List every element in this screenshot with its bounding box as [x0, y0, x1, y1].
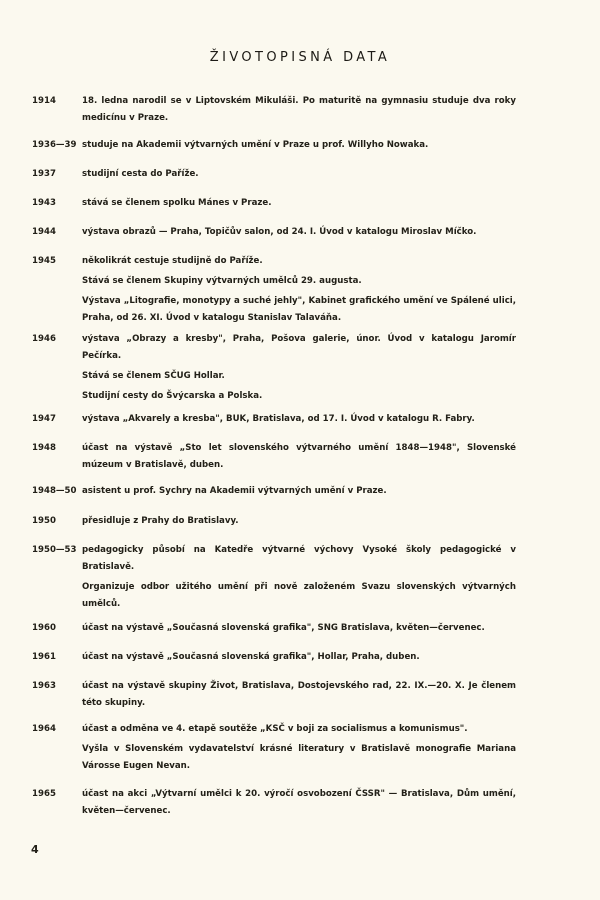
- entry-text: [82, 195, 516, 212]
- entry-paragraph: přesidluje z Prahy do Bratislavy.: [82, 516, 239, 526]
- entry-paragraph: Stává se členem Skupiny výtvarných umělců 29. augusta.: [82, 276, 362, 286]
- entry-text: [82, 620, 516, 637]
- entry-paragraph: účast na výstavě „Současná slovenská grafika", SNG Bratislava, květen—červenec.: [82, 623, 485, 633]
- entry-paragraph: výstava „Obrazy a kresby", Praha, Pošova galerie, únor. Úvod v katalogu Jaromír Pečírka.: [82, 334, 516, 361]
- entry-year: 1965: [32, 789, 56, 799]
- entry-year: 1961: [32, 652, 56, 662]
- entry-text: [82, 542, 516, 613]
- entry-year: 1963: [32, 681, 56, 691]
- timeline-entry: [32, 483, 516, 500]
- timeline-entry: [32, 440, 516, 474]
- entry-year: 1936—39: [32, 140, 77, 150]
- entry-paragraph: Studijní cesty do Švýcarska a Polska.: [82, 391, 263, 401]
- entry-year: 1950—53: [32, 545, 77, 555]
- entry-text: [82, 224, 516, 241]
- entry-text: [82, 678, 516, 712]
- timeline-entry: [32, 331, 516, 405]
- entry-year: 1948—50: [32, 486, 77, 496]
- entry-year: 1914: [32, 96, 56, 106]
- entry-year: 1937: [32, 169, 56, 179]
- entry-year: 1943: [32, 198, 56, 208]
- timeline-entry: [32, 786, 516, 820]
- timeline-entry: [32, 253, 516, 327]
- timeline-entry: [32, 678, 516, 712]
- entry-paragraph: výstava „Akvarely a kresba", BUK, Bratislava, od 17. I. Úvod v katalogu R. Fabry.: [82, 414, 475, 424]
- entry-year: 1948: [32, 443, 56, 453]
- timeline-entry: [32, 411, 516, 428]
- entry-text: [82, 721, 516, 775]
- entry-year: 1964: [32, 724, 56, 734]
- entry-paragraph: účast a odměna ve 4. etapě soutěže „KSČ v boji za socialismus a komunismus".: [82, 724, 468, 734]
- timeline-entry: [32, 513, 516, 530]
- page-number: 4: [31, 843, 39, 856]
- timeline-entry: [32, 542, 516, 613]
- entry-year: 1947: [32, 414, 56, 424]
- entry-paragraph: Organizuje odbor užitého umění při nově založeném Svazu slovenských výtvarných umělců.: [82, 582, 516, 609]
- timeline-entry: [32, 137, 516, 154]
- timeline-entry: [32, 649, 516, 666]
- entry-year: 1945: [32, 256, 56, 266]
- entry-text: [82, 649, 516, 666]
- entry-paragraph: Vyšla v Slovenském vydavatelství krásné literatury v Bratislavě monografie Mariana Városse Eugen Nevan.: [82, 744, 516, 771]
- entry-text: [82, 440, 516, 474]
- entry-paragraph: studuje na Akademii výtvarných umění v Praze u prof. Willyho Nowaka.: [82, 140, 429, 150]
- entry-paragraph: účast na akci „Výtvarní umělci k 20. výročí osvobození ČSSR" — Bratislava, Dům umění, květen—červenec.: [82, 789, 516, 816]
- entry-year: 1960: [32, 623, 56, 633]
- timeline-entry: [32, 195, 516, 212]
- timeline-entry: [32, 166, 516, 183]
- entry-text: [82, 137, 516, 154]
- timeline-entry: [32, 620, 516, 637]
- timeline-entry: [32, 93, 516, 127]
- entry-paragraph: Výstava „Litografie, monotypy a suché jehly", Kabinet grafického umění ve Spálené ulici, Praha, od 26. XI. Úvod v katalogu Stanislav Talaváňa.: [82, 296, 516, 323]
- entry-paragraph: asistent u prof. Sychry na Akademii výtvarných umění v Praze.: [82, 486, 387, 496]
- entry-paragraph: výstava obrazů — Praha, Topičův salon, od 24. I. Úvod v katalogu Miroslav Míčko.: [82, 227, 477, 237]
- entry-text: [82, 513, 516, 530]
- entry-paragraph: stává se členem spolku Mánes v Praze.: [82, 198, 272, 208]
- entry-text: [82, 253, 516, 327]
- entry-text: [82, 331, 516, 405]
- page-title: ŽIVOTOPISNÁ DATA: [209, 50, 391, 65]
- entry-paragraph: pedagogicky působí na Katedře výtvarné výchovy Vysoké školy pedagogické v Bratislavě.: [82, 545, 516, 572]
- entry-text: [82, 786, 516, 820]
- entry-paragraph: účast na výstavě „Současná slovenská grafika", Hollar, Praha, duben.: [82, 652, 420, 662]
- entry-paragraph: 18. ledna narodil se v Liptovském Mikuláši. Po maturitě na gymnasiu studuje dva roky medicínu v Praze.: [82, 96, 516, 123]
- timeline-entry: [32, 721, 516, 775]
- timeline-entry: [32, 224, 516, 241]
- entry-paragraph: Stává se členem SČUG Hollar.: [82, 371, 225, 381]
- entry-year: 1944: [32, 227, 56, 237]
- entry-paragraph: účast na výstavě „Sto let slovenského výtvarného umění 1848—1948", Slovenské múzeum v Bratislavě, duben.: [82, 443, 516, 470]
- entry-paragraph: studijní cesta do Paříže.: [82, 169, 199, 179]
- entry-text: [82, 93, 516, 127]
- entry-paragraph: účast na výstavě skupiny Život, Bratislava, Dostojevského rad, 22. IX.—20. X. Je členem této skupiny.: [82, 681, 516, 708]
- entry-year: 1950: [32, 516, 56, 526]
- entry-text: [82, 483, 516, 500]
- entry-year: 1946: [32, 334, 56, 344]
- entry-paragraph: několikrát cestuje studijně do Paříže.: [82, 256, 263, 266]
- entry-text: [82, 411, 516, 428]
- entry-text: [82, 166, 516, 183]
